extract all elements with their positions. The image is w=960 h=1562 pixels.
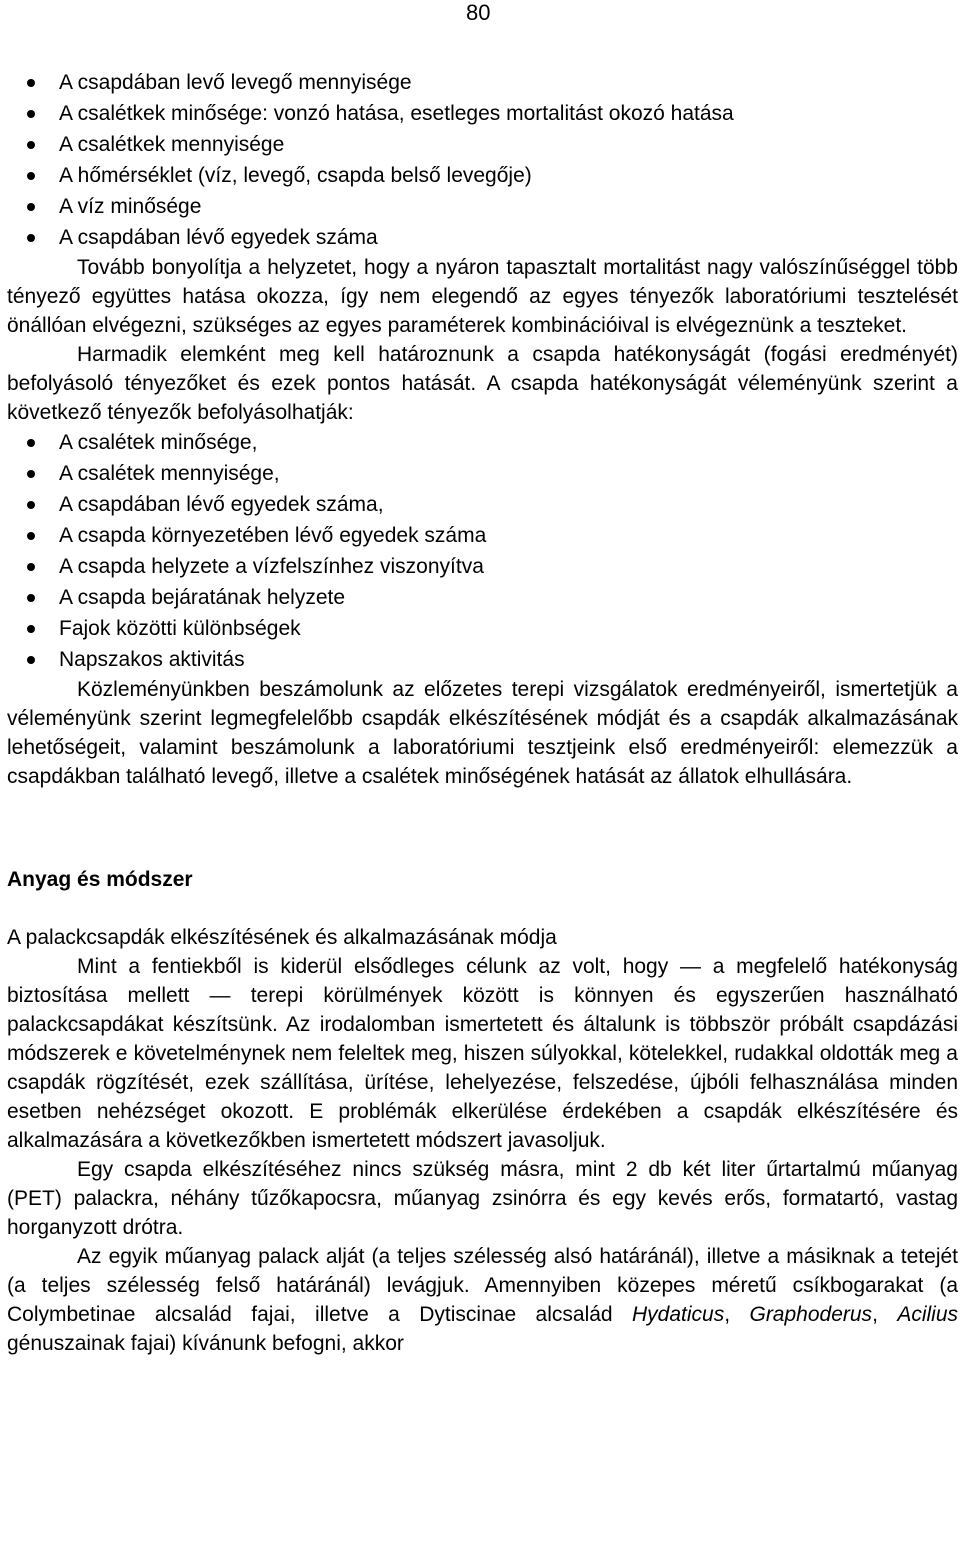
list-item: A csapdában lévő egyedek száma [7, 222, 958, 253]
genus-name: Acilius [897, 1303, 959, 1326]
document-body [7, 67, 958, 1358]
separator: , [724, 1303, 750, 1326]
list-item: Napszakos aktivitás [7, 644, 958, 675]
list-item: A csalétkek mennyisége [7, 129, 958, 160]
page-number: 80 [466, 0, 491, 25]
paragraph-5: Egy csapda elkészítéséhez nincs szükség másra, mint 2 db két liter űrtartalmú műanyag (PET) palackra, néhány tűzőkapocsra, műanyag zsinórra és egy kevés erős, formatartó, vastag horganyzott drótra. [7, 1158, 958, 1239]
list-item: A csalétek mennyisége, [7, 458, 958, 489]
list-item: A hőmérséklet (víz, levegő, csapda belső levegője) [7, 160, 958, 191]
list-item: A csapda bejáratának helyzete [7, 582, 958, 613]
separator: , [872, 1303, 898, 1326]
list-item: A csapdában lévő egyedek száma, [7, 489, 958, 520]
genus-name: Hydaticus [632, 1303, 725, 1326]
list-item: A csapdában levő levegő mennyisége [7, 67, 958, 98]
genus-name: Graphoderus [749, 1303, 873, 1326]
factor-list-1 [7, 67, 958, 253]
list-item: A csapda környezetében lévő egyedek száma [7, 520, 958, 551]
list-item: A csalétek minősége, [7, 427, 958, 458]
factor-list-2 [7, 427, 958, 675]
section-heading: Anyag és módszer [7, 868, 193, 891]
paragraph-1: Tovább bonyolítja a helyzetet, hogy a nyáron tapasztalt mortalitást nagy valószínűséggel több tényező együttes hatása okozza, így nem elegendő az egyes tényezők laboratóriumi tesztelését önállóan elvégezni, szükséges az egyes paraméterek kombinációival is elvégeznünk a teszteket. [7, 256, 958, 337]
paragraph-6 [7, 1242, 958, 1358]
paragraph-6-text-before: Az egyik műanyag palack alját (a teljes szélesség alsó határánál), illetve a másiknak a tetejét (a teljes szélesség felső határánál) levágjuk. Amennyiben közepes méretű csíkbogarakat (a Colymbetinae alcsalád fajai, illetve a Dytiscinae alcsalád [7, 1245, 958, 1326]
paragraph-2: Harmadik elemként meg kell határoznunk a csapda hatékonyságát (fogási eredményét) befolyásoló tényezőket és ezek pontos hatását. A csapda hatékonyságát véleményünk szerint a következő tényezők befolyásolhatják: [7, 343, 958, 424]
paragraph-4: Mint a fentiekből is kiderül elsődleges célunk az volt, hogy — a megfelelő hatékonyság biztosítása mellett — terepi körülmények között is könnyen és egyszerűen használható palackcsapdákat készítsünk. Az irodalomban ismertetett és általunk is többször próbált csapdázási módszerek e követelménynek nem feleltek meg, hiszen súlyokkal, kötelekkel, rudakkal oldották meg a csapdák rögzítését, ezek szállítása, ürítése, lehelyezése, felszedése, újbóli felhasználása minden esetben nehézséget okozott. E problémák elkerülése érdekében a csapdák elkészítésére és alkalmazására a következőkben ismertetett módszert javasoljuk. [7, 955, 958, 1152]
subsection-heading: A palackcsapdák elkészítésének és alkalmazásának módja [7, 926, 557, 949]
paragraph-6-text-after: génuszainak fajai) kívánunk befogni, akkor [7, 1332, 404, 1355]
list-item: Fajok közötti különbségek [7, 613, 958, 644]
list-item: A víz minősége [7, 191, 958, 222]
paragraph-3: Közleményünkben beszámolunk az előzetes terepi vizsgálatok eredményeiről, ismertetjük a véleményünk szerint legmegfelelőbb csapdák elkészítésének módját és a csapdák alkalmazásának lehetőségeit, valamint beszámolunk a laboratóriumi tesztjeink első eredményeiről: elemezzük a csapdákban található levegő, illetve a csalétek minőségének hatását az állatok elhullására. [7, 678, 958, 788]
list-item: A csapda helyzete a vízfelszínhez viszonyítva [7, 551, 958, 582]
list-item: A csalétkek minősége: vonzó hatása, esetleges mortalitást okozó hatása [7, 98, 958, 129]
